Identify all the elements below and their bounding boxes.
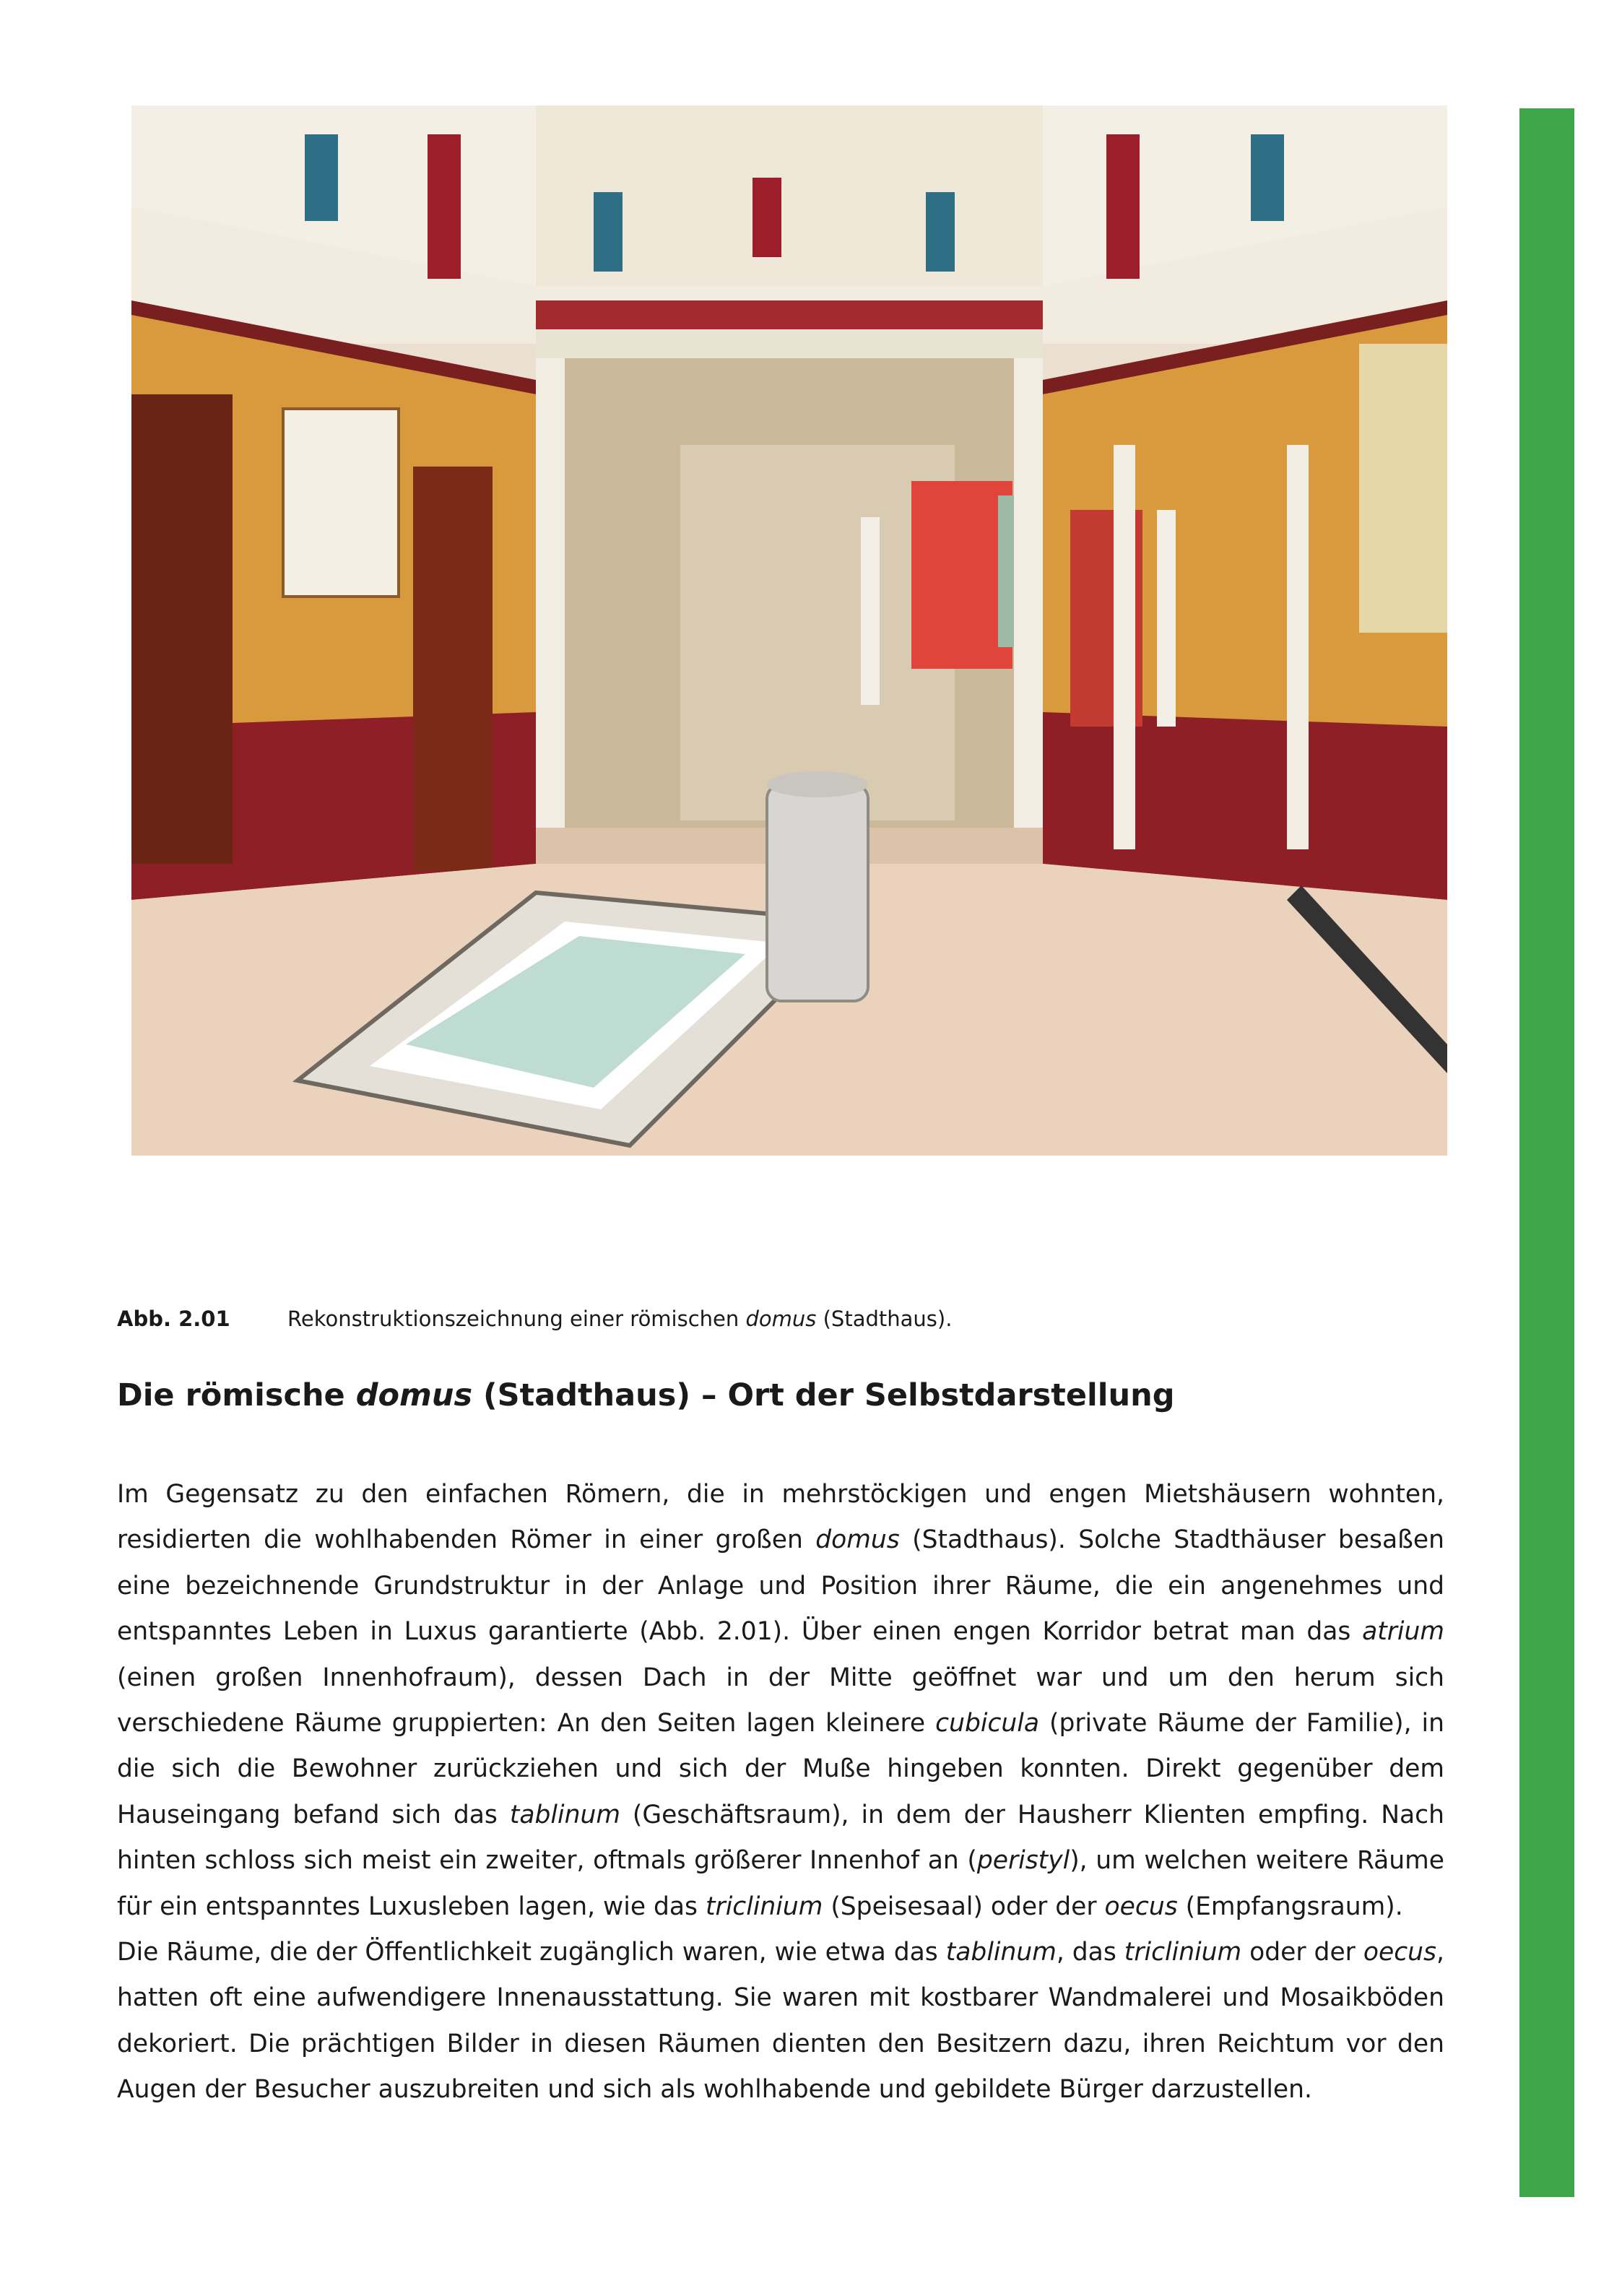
- italic-term: peristyl: [976, 1846, 1070, 1876]
- paragraph-2: Die Räume, die der Öffentlichkeit zugänglich waren, wie etwa das tablinum, das triclinium oder der oecus, hatten oft eine aufwendigere Innenausstattung. Sie waren mit kostbarer Wandmalerei und Mosaikböden dekoriert. Die prächtigen Bilder in diesen Räumen dienten den Besitzern dazu, ihren Reichtum vor den Augen der Besucher auszubreiten und sich als wohlhabende und gebildete Bürger darzustellen.: [117, 1938, 1444, 2105]
- italic-term: cubicula: [935, 1709, 1040, 1738]
- section-heading: Die römische domus (Stadthaus) – Ort der Selbstdarstellung: [117, 1377, 1175, 1413]
- italic-term: domus: [815, 1525, 900, 1555]
- italic-term: oecus: [1363, 1938, 1437, 1967]
- domus-reconstruction-image: [131, 105, 1447, 1156]
- italic-term: triclinium: [706, 1892, 823, 1921]
- italic-term: tablinum: [509, 1800, 620, 1829]
- figure-caption: [117, 1304, 952, 1333]
- accent-sidebar-bar: [1519, 108, 1574, 2197]
- italic-term: tablinum: [945, 1938, 1057, 1967]
- caption-text: Rekonstruktionszeichnung einer römischen domus (Stadthaus).: [287, 1307, 953, 1331]
- italic-term: triclinium: [1124, 1938, 1242, 1967]
- italic-term: oecus: [1104, 1892, 1178, 1921]
- paragraph-1: Im Gegensatz zu den einfachen Römern, die in mehrstöckigen und engen Mietshäusern wohnten, residierten die wohlhabenden Römer in einer großen domus (Stadthaus). Solche Stadthäuser besaßen eine bezeichnende Grundstruktur in der Anlage und Position ihrer Räume, die ein angenehmes und entspanntes Leben in Luxus garantierte (Abb. 2.01). Über einen engen Korridor betrat man das atrium (einen großen Innenhofraum), dessen Dach in der Mitte geöffnet war und um den herum sich verschiedene Räume gruppierten: An den Seiten lagen kleinere cubicula (private Räume der Familie), in die sich die Bewohner zurückziehen und sich der Muße hingeben konnten. Direkt gegenüber dem Hauseingang befand sich das tablinum (Geschäftsraum), in dem der Hausherr Klienten empfing. Nach hinten schloss sich meist ein zweiter, oftmals größerer Innenhof an (peristyl), um welchen weitere Räume für ein entspanntes Luxusleben lagen, wie das triclinium (Speisesaal) oder der oecus (Empfangsraum).: [117, 1480, 1444, 1921]
- caption-label: Abb. 2.01: [117, 1307, 230, 1331]
- italic-term: atrium: [1362, 1617, 1444, 1647]
- body-text: [117, 1472, 1444, 2113]
